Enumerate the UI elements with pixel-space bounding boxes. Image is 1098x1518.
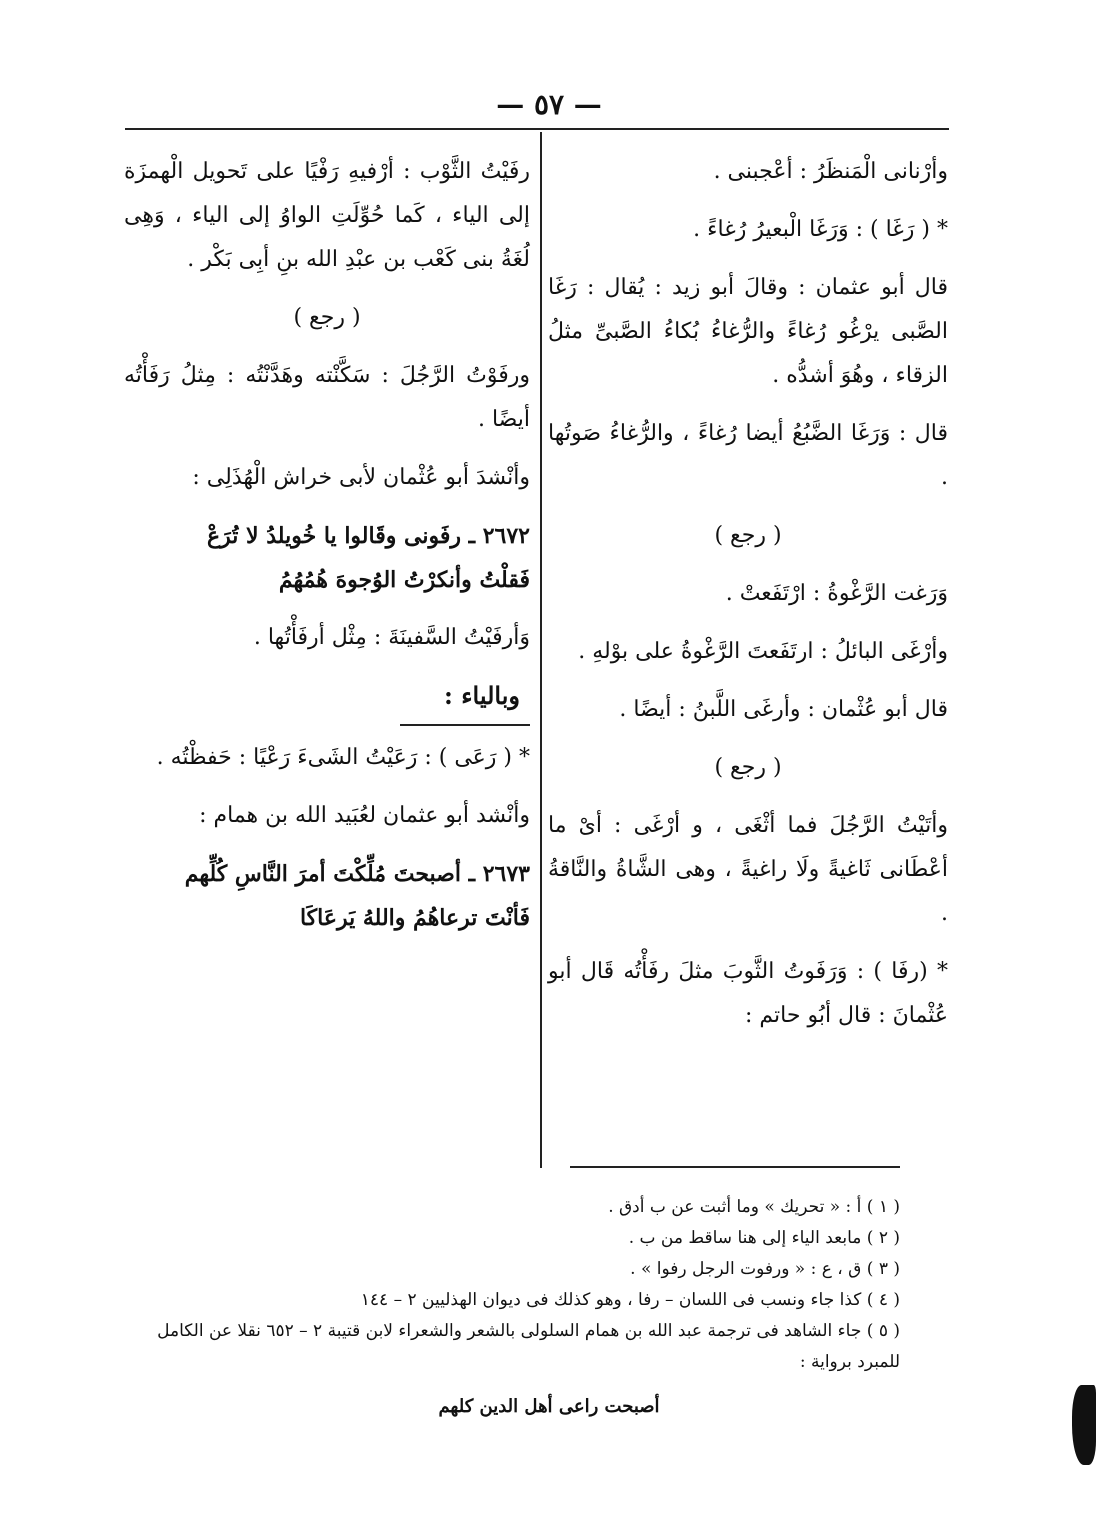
footnote: ( ٢ ) مابعد الياء إلى هنا ساقط من ب . <box>628 1228 900 1248</box>
heading-underline <box>400 724 530 726</box>
verse-line: ٢٦٧٢ ـ رفَونى وقَالوا يا خُويلدُ لا تُرَعْ <box>207 523 530 549</box>
verse-line: فَأنْتَ ترعاهُمُ واللهُ يَرعَاكَا <box>299 905 530 931</box>
verse-line: ٢٦٧٣ ـ أصبحتَ مُلِّكْتَ أمرَ النَّاسِ كُلِّهم <box>184 861 530 887</box>
rujia-marker: ( رجع ) <box>293 305 361 330</box>
footnote-rule <box>570 1166 900 1168</box>
paragraph: رفَيْتُ الثَّوْب : أرْفيهِ رَفْيًا على تَحويل الْهمزَة إلى الياء ، كَما حُوِّلَتِ الواوُ إلى الياء ، وَهِى لُغَةُ بنى كَعْب بن عبْدِ الله بنِ أبِى بَكْر . <box>124 159 530 272</box>
page-number: — ٥٧ — <box>496 88 602 121</box>
entry-rafa: * (رفَا ) : وَرَفَوتُ الثَّوبَ مثلَ رفَأْتُه قَال أبو عُثْمانَ : قال أبُو حاتم : <box>548 959 948 1028</box>
entry-ragha: * ( رَغَا ) : وَرَغَا الْبعيرُ رُغاءً . <box>693 217 948 242</box>
paragraph: وأتَيْتُ الرَّجُلَ فما أثْغَى ، و أرْغَى : أىْ ما أعْطَانى ثَاغيةً ولَا راغيةً ، وهى الشَّاةُ والنَّاقةُ . <box>548 813 948 926</box>
paragraph: ورفَوْتُ الرَّجُلَ : سَكَّنْته وهَدَّنْتُه : مِثلُ رَفَأْتُه أيضًا . <box>124 363 530 432</box>
ink-blot <box>1072 1385 1096 1465</box>
footnote: ( ٥ ) جاء الشاهد فى ترجمة عبد الله بن همام السلولى بالشعر والشعراء لابن قتيبة ٢ – ٦٥٢ نقلا عن الكامل للمبرد برواية : <box>157 1321 900 1372</box>
left-column <box>124 150 530 954</box>
paragraph: قال : وَرَغَا الضَّبُعُ أيضا رُغاءً ، والرُّغاءُ صَوتُها . <box>548 421 948 490</box>
verse-2673 <box>124 852 530 940</box>
column-divider <box>540 132 542 1168</box>
footnote: ( ٤ ) كذا جاء ونسب فى اللسان – رفا ، وهو كذلك فى ديوان الهذليين ٢ – ١٤٤ <box>360 1290 900 1310</box>
verse-2672 <box>124 514 530 602</box>
paragraph: وأنْشدَ أبو عُثْمان لأبى خراش الْهُذَلِى : <box>192 465 530 490</box>
verse-line: فَقلْتُ وأنكرْتُ الوُجوهَ هُمُهُمُ <box>278 567 530 593</box>
rujia-marker: ( رجع ) <box>714 523 782 548</box>
footnote: ( ٣ ) ق ، ع : « ورفوت الرجل رفوا » . <box>630 1259 900 1279</box>
paragraph: وَرَغت الرَّغْوةُ : ارْتَفَعتْ . <box>725 581 948 606</box>
paragraph: وأرْغَى البائلُ : ارتَفَعتَ الرَّغْوةُ على بوْلهِ . <box>578 639 948 664</box>
paragraph: وأرْنانى الْمَنظَرُ : أعْجبنى . <box>713 159 948 184</box>
footnote-verse: أصبحت راعى أهل الدين كلهم <box>438 1396 660 1417</box>
paragraph: قال أبو عثمان : وقالَ أبو زيد : يُقال : رَغَا الصَّبى يرْغُو رُغاءً والرُّغاءُ بُكاءُ الصَّبىِّ مثلُ الزقاء ، وهُوَ أشدُّه . <box>548 275 948 388</box>
entry-raa: * ( رَعَى ) : رَعَيْتُ الشَىءَ رَعْيًا : حَفظْتُه . <box>156 745 530 770</box>
footnote: ( ١ ) أ : « تحريك » وما أثبت عن ب أدق . <box>608 1197 900 1217</box>
paragraph: وأنْشد أبو عثمان لعُبَيد الله بن همام : <box>199 803 530 828</box>
footnotes <box>110 1192 900 1378</box>
section-heading: وبالياء : <box>444 681 520 710</box>
rujia-marker: ( رجع ) <box>714 755 782 780</box>
paragraph: قال أبو عُثْمان : وأرغَى اللَّبنُ : أيضًا . <box>619 697 948 722</box>
header-rule <box>125 128 949 130</box>
right-column <box>548 150 948 1052</box>
paragraph: وَأرفَيْتُ السَّفينَةَ : مِثْل أرفَأْتُها . <box>253 625 530 650</box>
